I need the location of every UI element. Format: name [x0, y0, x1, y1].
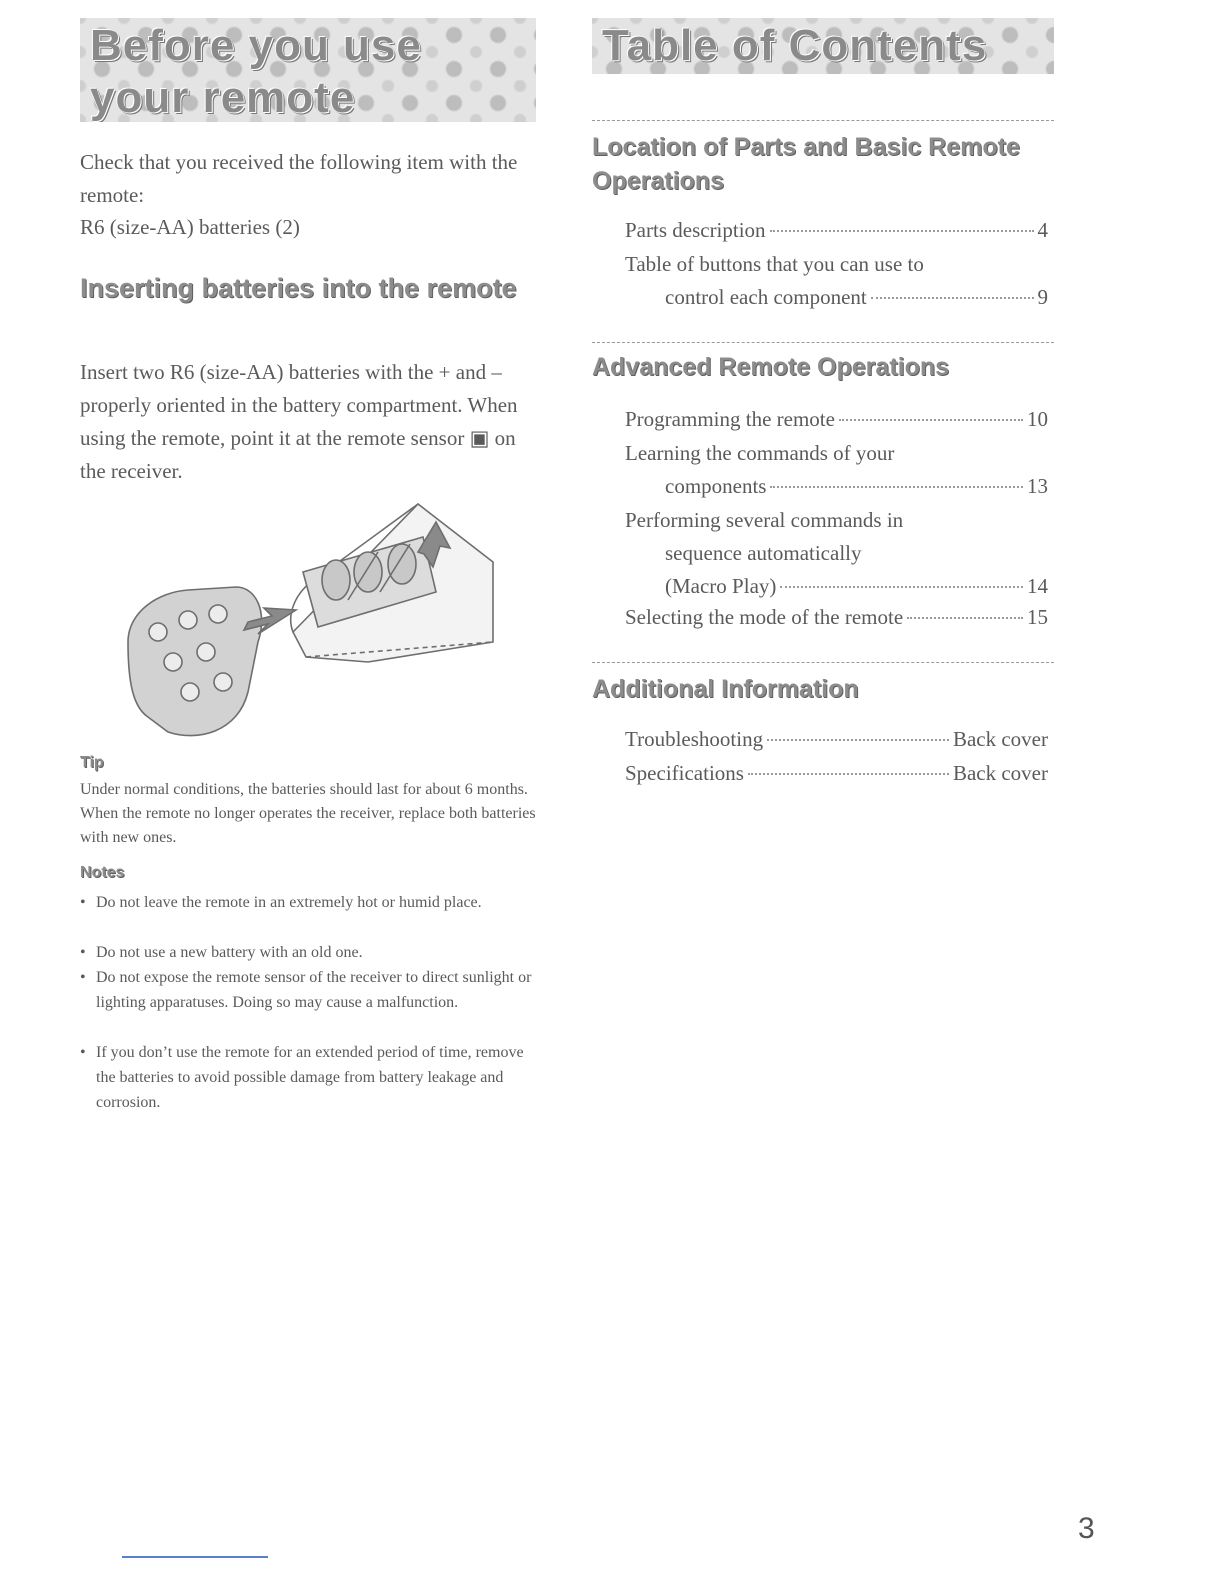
- toc-entry-macro-play[interactable]: Performing several commands in sequence automatically (Macro Play) 14: [625, 504, 1048, 603]
- toc-section-heading: Location of Parts and Basic Remote Operations: [592, 133, 1020, 195]
- bullet-icon: •: [80, 894, 86, 911]
- battery-insertion-illustration: [118, 492, 498, 748]
- toc-entry-troubleshooting[interactable]: Troubleshooting Back cover: [625, 723, 1048, 756]
- toc-page: 15: [1027, 605, 1048, 629]
- note-item: • Do not expose the remote sensor of the receiver to direct sunlight or lighting apparatuses. Doing so may cause a malfunction.: [80, 965, 540, 1015]
- before-you-use-banner: [80, 18, 536, 122]
- toc-entry-parts-description[interactable]: Parts description 4: [625, 214, 1048, 247]
- toc-entry-learning[interactable]: Learning the commands of your components 13: [625, 437, 1048, 503]
- table-of-contents-title: Table of Contents: [602, 21, 988, 70]
- toc-entry-table-of-buttons[interactable]: Table of buttons that you can use to control each component 9: [625, 248, 1048, 314]
- section-divider: [592, 342, 1054, 343]
- before-you-use-title: Before you use your remote: [90, 21, 422, 122]
- tip-text: Under normal conditions, the batteries should last for about 6 months. When the remote no longer operates the receiver, replace both batteries with new ones.: [80, 781, 536, 846]
- note-item: • If you don’t use the remote for an extended period of time, remove the batteries to avoid possible damage from battery leakage and corrosion.: [80, 1040, 540, 1115]
- toc-page: 14: [1027, 574, 1048, 598]
- footer-rule: [122, 1556, 268, 1558]
- intro-text: Check that you received the following item with the remote:: [80, 150, 518, 207]
- toc-page: 13: [1027, 474, 1048, 498]
- inserting-batteries-heading: Inserting batteries into the remote: [80, 273, 517, 303]
- toc-page: Back cover: [952, 727, 1048, 751]
- page-number: 3: [1078, 1512, 1095, 1545]
- toc-page: 9: [1037, 285, 1048, 309]
- toc-page: 4: [1037, 218, 1048, 242]
- section-divider: [592, 120, 1054, 121]
- toc-page: 10: [1027, 407, 1048, 431]
- toc-section-heading: Additional Information: [592, 675, 859, 703]
- supplied-item: R6 (size-AA) batteries (2): [80, 215, 300, 239]
- table-of-contents-banner: [592, 18, 1054, 74]
- notes-heading: Notes: [80, 864, 125, 881]
- tip-heading: Tip: [80, 754, 104, 771]
- toc-section-heading: Advanced Remote Operations: [592, 353, 950, 381]
- bullet-icon: •: [80, 1044, 86, 1061]
- toc-entry-specifications[interactable]: Specifications Back cover: [625, 757, 1048, 790]
- note-item: • Do not use a new battery with an old one.: [80, 940, 540, 965]
- bullet-icon: •: [80, 944, 86, 961]
- bullet-icon: •: [80, 969, 86, 986]
- toc-entry-programming[interactable]: Programming the remote 10: [625, 403, 1048, 436]
- note-item: • Do not leave the remote in an extremely hot or humid place.: [80, 890, 540, 915]
- section-divider: [592, 662, 1054, 663]
- toc-page: Back cover: [952, 761, 1048, 785]
- insert-instructions: Insert two R6 (size-AA) batteries with the + and – properly oriented in the battery compartment. When using the remote, point it at the remote sensor ▣ on the receiver.: [80, 360, 518, 483]
- toc-entry-selecting-mode[interactable]: Selecting the mode of the remote 15: [625, 601, 1048, 634]
